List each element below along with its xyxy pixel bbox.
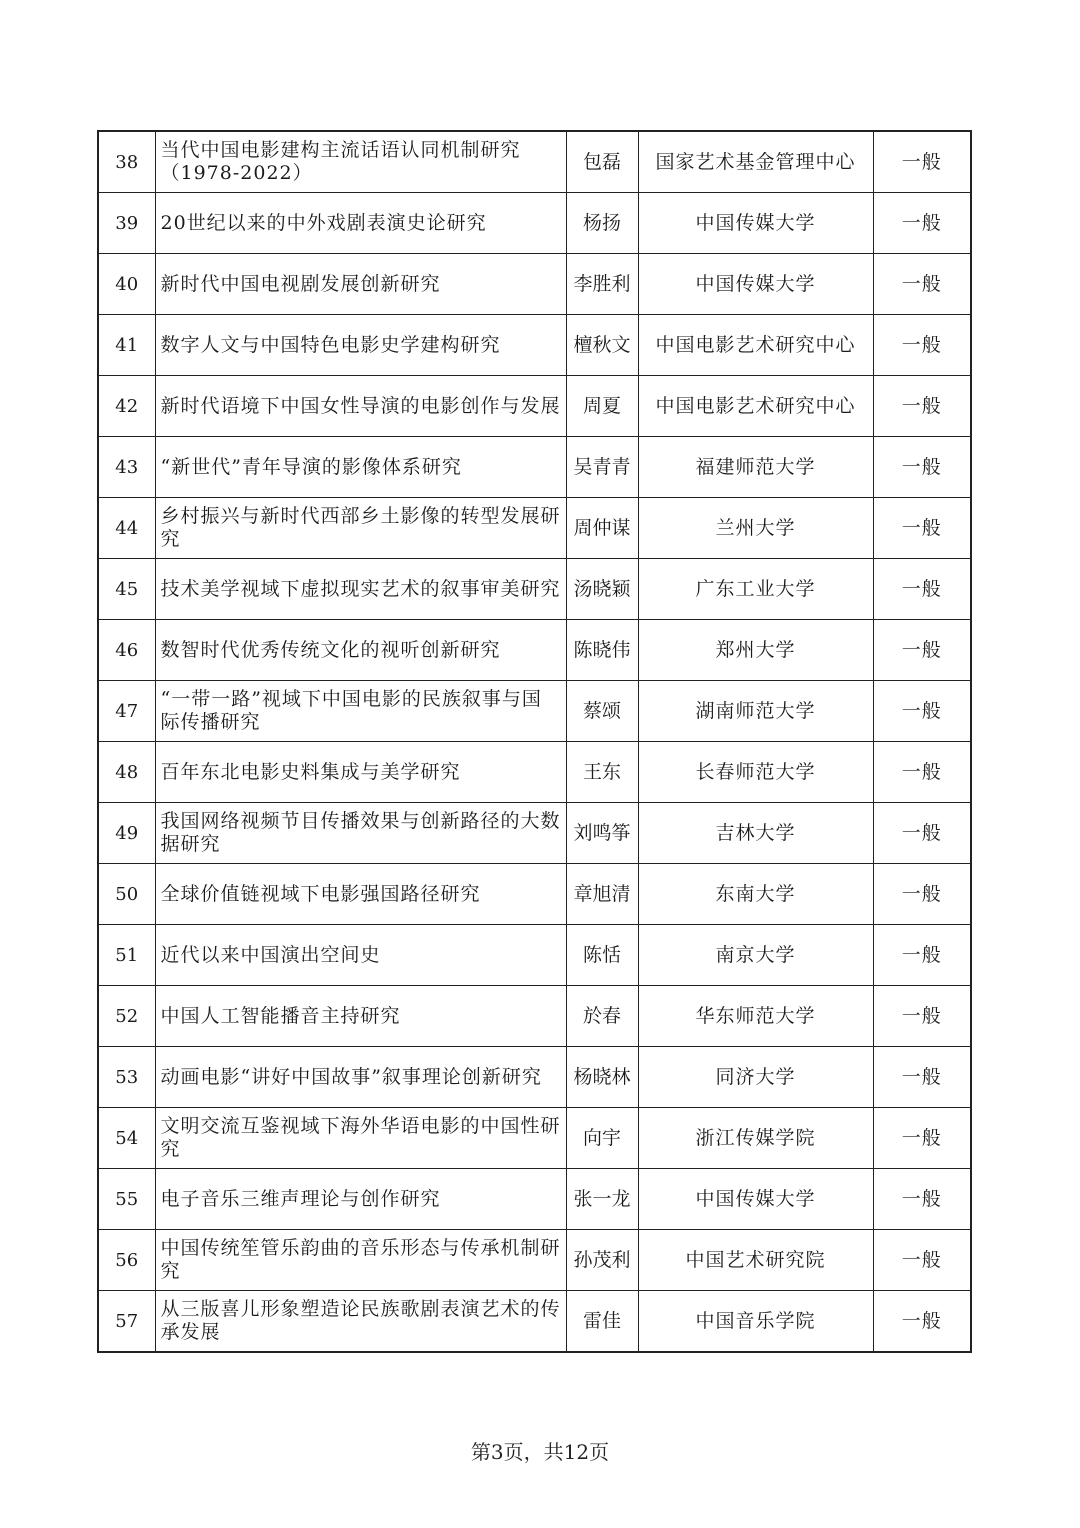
row-number-cell: 46 — [98, 620, 155, 681]
project-title-cell: 百年东北电影史料集成与美学研究 — [155, 742, 566, 803]
principal-investigator-cell: 周仲谋 — [566, 498, 638, 559]
row-number-cell: 52 — [98, 986, 155, 1047]
institution-cell: 广东工业大学 — [638, 559, 873, 620]
row-number-cell: 41 — [98, 315, 155, 376]
institution-cell: 郑州大学 — [638, 620, 873, 681]
project-title-cell: 电子音乐三维声理论与创作研究 — [155, 1169, 566, 1230]
project-title-cell: 中国传统笙管乐韵曲的音乐形态与传承机制研究 — [155, 1230, 566, 1291]
table-row — [98, 1291, 971, 1353]
institution-cell: 同济大学 — [638, 1047, 873, 1108]
row-number-cell: 53 — [98, 1047, 155, 1108]
institution-cell: 中国电影艺术研究中心 — [638, 376, 873, 437]
institution-cell: 中国艺术研究院 — [638, 1230, 873, 1291]
project-title-cell: 动画电影“讲好中国故事”叙事理论创新研究 — [155, 1047, 566, 1108]
project-list-table — [97, 130, 972, 1353]
project-title-cell: 新时代语境下中国女性导演的电影创作与发展 — [155, 376, 566, 437]
principal-investigator-cell: 檀秋文 — [566, 315, 638, 376]
principal-investigator-cell: 於春 — [566, 986, 638, 1047]
table-row — [98, 925, 971, 986]
project-title-cell: 全球价值链视域下电影强国路径研究 — [155, 864, 566, 925]
table-row — [98, 620, 971, 681]
table-row — [98, 1108, 971, 1169]
principal-investigator-cell: 李胜利 — [566, 254, 638, 315]
principal-investigator-cell: 汤晓颖 — [566, 559, 638, 620]
category-cell: 一般 — [873, 681, 971, 742]
table-row — [98, 193, 971, 254]
project-title-cell: 从三版喜儿形象塑造论民族歌剧表演艺术的传承发展 — [155, 1291, 566, 1353]
category-cell: 一般 — [873, 620, 971, 681]
project-title-cell: 数字人文与中国特色电影史学建构研究 — [155, 315, 566, 376]
institution-cell: 浙江传媒学院 — [638, 1108, 873, 1169]
row-number-cell: 49 — [98, 803, 155, 864]
row-number-cell: 54 — [98, 1108, 155, 1169]
category-cell: 一般 — [873, 498, 971, 559]
category-cell: 一般 — [873, 193, 971, 254]
table-row — [98, 254, 971, 315]
project-title-cell: 乡村振兴与新时代西部乡土影像的转型发展研究 — [155, 498, 566, 559]
principal-investigator-cell: 张一龙 — [566, 1169, 638, 1230]
row-number-cell: 48 — [98, 742, 155, 803]
principal-investigator-cell: 陈恬 — [566, 925, 638, 986]
row-number-cell: 56 — [98, 1230, 155, 1291]
category-cell: 一般 — [873, 864, 971, 925]
principal-investigator-cell: 陈晓伟 — [566, 620, 638, 681]
project-title-cell: 技术美学视域下虚拟现实艺术的叙事审美研究 — [155, 559, 566, 620]
institution-cell: 中国音乐学院 — [638, 1291, 873, 1353]
principal-investigator-cell: 杨晓林 — [566, 1047, 638, 1108]
institution-cell: 中国电影艺术研究中心 — [638, 315, 873, 376]
principal-investigator-cell: 雷佳 — [566, 1291, 638, 1353]
table-row — [98, 742, 971, 803]
category-cell: 一般 — [873, 1230, 971, 1291]
table-row — [98, 498, 971, 559]
principal-investigator-cell: 吴青青 — [566, 437, 638, 498]
project-title-cell: 20世纪以来的中外戏剧表演史论研究 — [155, 193, 566, 254]
table-row — [98, 437, 971, 498]
project-title-cell: 文明交流互鉴视域下海外华语电影的中国性研究 — [155, 1108, 566, 1169]
table-row — [98, 1230, 971, 1291]
principal-investigator-cell: 孙茂利 — [566, 1230, 638, 1291]
category-cell: 一般 — [873, 1169, 971, 1230]
principal-investigator-cell: 刘鸣筝 — [566, 803, 638, 864]
category-cell: 一般 — [873, 925, 971, 986]
category-cell: 一般 — [873, 131, 971, 193]
table-row — [98, 1169, 971, 1230]
project-title-cell: 我国网络视频节目传播效果与创新路径的大数据研究 — [155, 803, 566, 864]
category-cell: 一般 — [873, 254, 971, 315]
row-number-cell: 40 — [98, 254, 155, 315]
row-number-cell: 38 — [98, 131, 155, 193]
table-row — [98, 681, 971, 742]
principal-investigator-cell: 周夏 — [566, 376, 638, 437]
principal-investigator-cell: 章旭清 — [566, 864, 638, 925]
table-row — [98, 315, 971, 376]
institution-cell: 东南大学 — [638, 864, 873, 925]
project-title-cell: 数智时代优秀传统文化的视听创新研究 — [155, 620, 566, 681]
project-title-cell: 当代中国电影建构主流话语认同机制研究（1978-2022） — [155, 131, 566, 193]
row-number-cell: 47 — [98, 681, 155, 742]
institution-cell: 中国传媒大学 — [638, 193, 873, 254]
table-row — [98, 559, 971, 620]
row-number-cell: 57 — [98, 1291, 155, 1353]
table-row — [98, 864, 971, 925]
principal-investigator-cell: 杨扬 — [566, 193, 638, 254]
category-cell: 一般 — [873, 742, 971, 803]
category-cell: 一般 — [873, 559, 971, 620]
institution-cell: 福建师范大学 — [638, 437, 873, 498]
category-cell: 一般 — [873, 376, 971, 437]
category-cell: 一般 — [873, 1047, 971, 1108]
project-title-cell: 新时代中国电视剧发展创新研究 — [155, 254, 566, 315]
institution-cell: 国家艺术基金管理中心 — [638, 131, 873, 193]
principal-investigator-cell: 蔡颂 — [566, 681, 638, 742]
page-footer: 第3页，共12页 — [470, 1440, 610, 1464]
project-title-cell: 近代以来中国演出空间史 — [155, 925, 566, 986]
category-cell: 一般 — [873, 1108, 971, 1169]
row-number-cell: 42 — [98, 376, 155, 437]
principal-investigator-cell: 向宇 — [566, 1108, 638, 1169]
category-cell: 一般 — [873, 986, 971, 1047]
row-number-cell: 39 — [98, 193, 155, 254]
row-number-cell: 50 — [98, 864, 155, 925]
table-row — [98, 131, 971, 193]
table-row — [98, 986, 971, 1047]
institution-cell: 南京大学 — [638, 925, 873, 986]
institution-cell: 中国传媒大学 — [638, 1169, 873, 1230]
table-row — [98, 803, 971, 864]
table-row — [98, 1047, 971, 1108]
principal-investigator-cell: 包磊 — [566, 131, 638, 193]
row-number-cell: 45 — [98, 559, 155, 620]
institution-cell: 长春师范大学 — [638, 742, 873, 803]
institution-cell: 中国传媒大学 — [638, 254, 873, 315]
row-number-cell: 55 — [98, 1169, 155, 1230]
institution-cell: 兰州大学 — [638, 498, 873, 559]
row-number-cell: 43 — [98, 437, 155, 498]
table-body — [98, 131, 971, 1352]
category-cell: 一般 — [873, 803, 971, 864]
institution-cell: 湖南师范大学 — [638, 681, 873, 742]
table-row — [98, 376, 971, 437]
category-cell: 一般 — [873, 1291, 971, 1353]
institution-cell: 华东师范大学 — [638, 986, 873, 1047]
project-title-cell: “新世代”青年导演的影像体系研究 — [155, 437, 566, 498]
category-cell: 一般 — [873, 437, 971, 498]
row-number-cell: 44 — [98, 498, 155, 559]
institution-cell: 吉林大学 — [638, 803, 873, 864]
principal-investigator-cell: 王东 — [566, 742, 638, 803]
project-title-cell: 中国人工智能播音主持研究 — [155, 986, 566, 1047]
project-title-cell: “一带一路”视域下中国电影的民族叙事与国际传播研究 — [155, 681, 566, 742]
row-number-cell: 51 — [98, 925, 155, 986]
category-cell: 一般 — [873, 315, 971, 376]
